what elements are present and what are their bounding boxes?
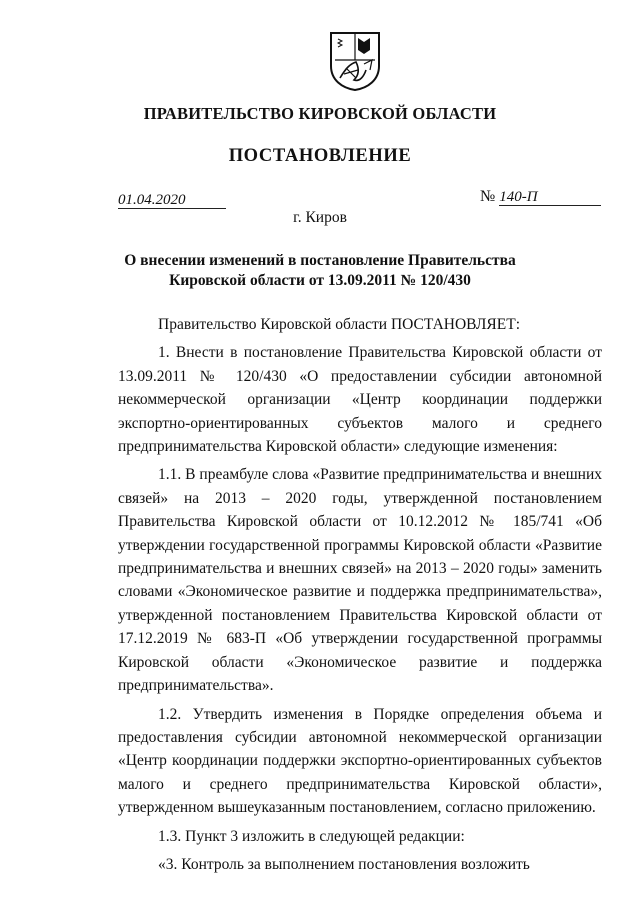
coat-of-arms-icon — [328, 30, 382, 92]
document-number — [480, 188, 601, 206]
document-type: ПОСТАНОВЛЕНИЕ — [228, 146, 412, 166]
number-value: 140-П — [499, 189, 601, 206]
document-subject — [0, 251, 640, 291]
paragraph-quote-3: «3. Контроль за выполнением постановления возложить — [158, 855, 530, 873]
paragraph-1-1: 1.1. В преамбуле слова «Развитие предпринимательства и внешних связей» на 2013 – 2020 годы, утвержденной постановлением Правительства Кировской области от 10.12.2012 № 185/741 «Об утверждении государственной программы Кировской области «Развитие предпринимательства и внешних связей» на 2013 – 2020 годы» заменить словами «Экономическое развитие и поддержка предпринимательства», утвержденной постановлением Правительства Кировской области от 17.12.2019 № 683-П «Об утверждении государственной программы Кировской области «Экономическое развитие и поддержка предпринимательства». — [118, 466, 602, 695]
paragraph-1-2: 1.2. Утвердить изменения в Порядке определения объема и предоставления субсидии автономной некоммерческой организации «Центр координации поддержки экспортно-ориентированных субъектов малого и среднего предпринимательства Кировской области», утвержденном вышеуказанным постановлением, согласно приложению. — [118, 705, 602, 817]
resolution-preamble: Правительство Кировской области ПОСТАНОВЛЯЕТ: — [158, 316, 521, 333]
paragraph-1: 1. Внести в постановление Правительства Кировской области от 13.09.2011 № 120/430 «О предоставлении субсидии автономной некоммерческой организации «Центр координации поддержки экспортно-ориентированных субъектов малого и среднего предпринимательства Кировской области» следующие изменения: — [118, 344, 602, 456]
subject-line: О внесении изменений в постановление Правительства — [124, 252, 516, 269]
document-date: 01.04.2020 — [118, 192, 226, 209]
city: г. Киров — [293, 209, 347, 226]
number-sign: № — [480, 188, 496, 205]
subject-line: Кировской области от 13.09.2011 № 120/430 — [169, 272, 471, 289]
document-body — [118, 313, 602, 876]
organization-name: ПРАВИТЕЛЬСТВО КИРОВСКОЙ ОБЛАСТИ — [143, 104, 497, 123]
paragraph-1-3: 1.3. Пункт 3 изложить в следующей редакции: — [158, 827, 465, 845]
